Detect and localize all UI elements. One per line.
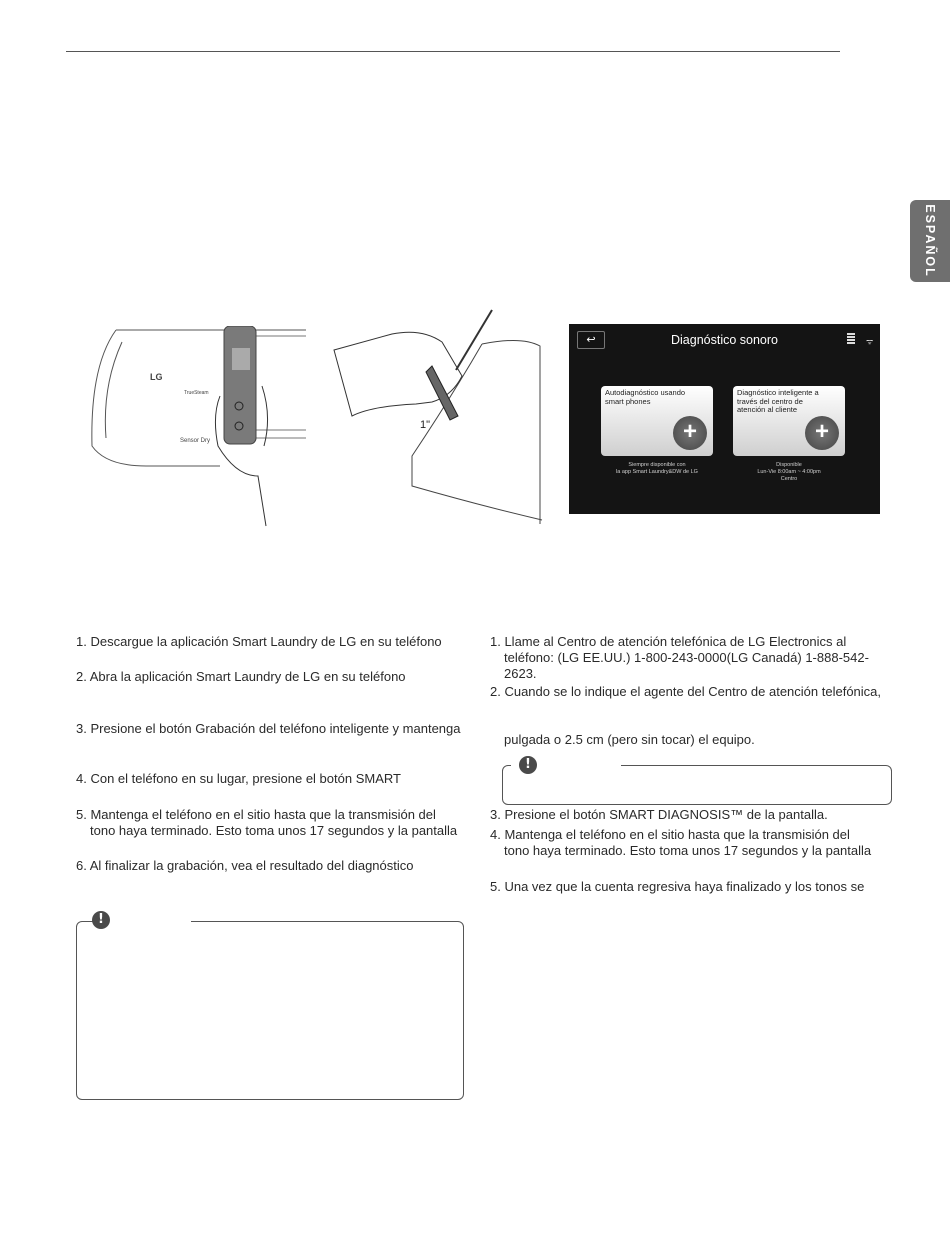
right-step-1 [490, 634, 869, 682]
left-step-5-line2: tono haya terminado. Esto toma unos 17 segundos y la pantalla [90, 823, 458, 838]
call-center-card-label: Diagnóstico inteligente a través del centro de atención al cliente [737, 388, 819, 414]
washer-phone-figure [332, 306, 544, 524]
left-note-box [76, 921, 464, 1100]
dryer-sensor-dry-label: Sensor Dry [180, 438, 211, 444]
note-border-gap [97, 920, 191, 924]
right-step-1-line3: 2623. [504, 666, 537, 681]
left-step-4: 4. Con el teléfono en su lugar, presione el botón SMART [76, 771, 401, 786]
back-button[interactable]: ↩ [577, 331, 605, 349]
left-step-5-line1: 5. Mantenga el teléfono en el sitio hasta que la transmisión del [76, 807, 436, 822]
self-diagnosis-card[interactable] [601, 386, 713, 456]
left-step-1: 1. Descargue la aplicación Smart Laundry de LG en su teléfono [76, 634, 442, 649]
dryer-panel-figure [86, 326, 308, 528]
app-screen [569, 324, 880, 514]
phone-plus-icon [673, 416, 707, 450]
right-note-box [502, 765, 892, 805]
left-step-3: 3. Presione el botón Grabación del teléfono inteligente y mantenga [76, 721, 461, 736]
left-step-5 [76, 807, 457, 839]
right-step-2-line1: 2. Cuando se lo indique el agente del Centro de atención telefónica, [490, 684, 882, 699]
self-diagnosis-caption [601, 462, 713, 476]
caption-line: Disponible [776, 462, 802, 468]
header-rule [66, 51, 840, 52]
caption-line: la app Smart Laundry&DW de LG [616, 469, 698, 475]
warning-icon: ! [519, 756, 537, 774]
right-step-2-line2: pulgada o 2.5 cm (pero sin tocar) el equipo. [504, 732, 755, 747]
dryer-brand-label: LG [150, 372, 163, 382]
warning-icon: ! [92, 911, 110, 929]
language-tab-label: ESPAÑOL [923, 204, 937, 278]
right-step-5: 5. Una vez que la cuenta regresiva haya finalizado y los tonos se [490, 879, 865, 894]
right-step-3: 3. Presione el botón SMART DIAGNOSIS™ de la pantalla. [490, 807, 828, 822]
right-step-1-line2: teléfono: (LG EE.UU.) 1-800-243-0000(LG Canadá) 1-888-542- [504, 650, 869, 665]
wifi-icon: ᯤ [866, 337, 874, 346]
self-diagnosis-card-label: Autodiagnóstico usando smart phones [605, 388, 686, 406]
right-step-4-line2: tono haya terminado. Esto toma unos 17 segundos y la pantalla [504, 843, 872, 858]
language-tab [910, 200, 950, 282]
distance-label: 1" [420, 419, 431, 431]
call-center-caption [733, 462, 845, 483]
call-center-card[interactable] [733, 386, 845, 456]
right-step-1-line1: 1. Llame al Centro de atención telefónica de LG Electronics al [490, 634, 847, 649]
caption-line: Lun-Vie 8:00am ~ 4:00pm [757, 469, 821, 475]
menu-icon[interactable] [847, 333, 855, 345]
left-step-6: 6. Al finalizar la grabación, vea el resultado del diagnóstico [76, 858, 414, 873]
screen-title: Diagnóstico sonoro [670, 333, 778, 347]
caption-line: Siempre disponible con [628, 462, 686, 468]
phone-handset-plus-icon [805, 416, 839, 450]
dryer-truesteam-label: TrueSteam [184, 390, 209, 396]
caption-line: Centro [780, 476, 798, 482]
right-step-4 [490, 827, 871, 859]
right-step-4-line1: 4. Mantenga el teléfono en el sitio hasta que la transmisión del [490, 827, 850, 842]
left-step-2: 2. Abra la aplicación Smart Laundry de LG en su teléfono [76, 669, 406, 684]
